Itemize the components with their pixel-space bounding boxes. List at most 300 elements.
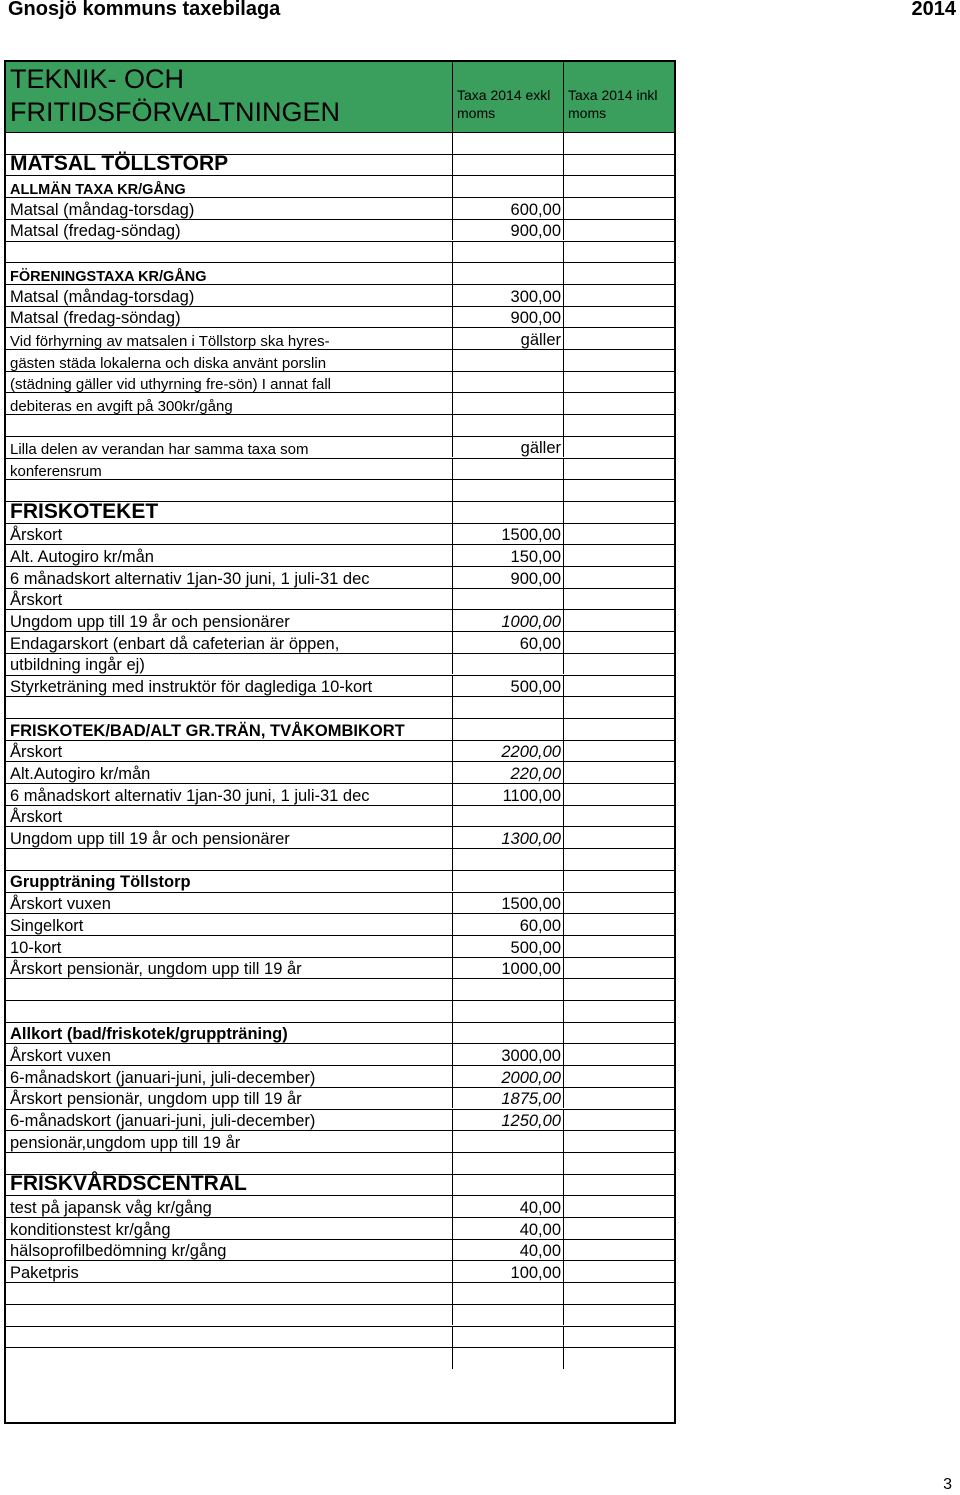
table-row <box>6 132 674 154</box>
item-cell <box>6 1240 452 1261</box>
table-row <box>6 414 674 436</box>
item-cell <box>6 524 452 545</box>
price-excl-vat-cell <box>452 1088 563 1109</box>
price-incl-vat-cell <box>563 1327 674 1348</box>
item-cell <box>6 697 452 718</box>
price-value: 1100,00 <box>502 786 561 805</box>
price-incl-vat-cell <box>563 1348 674 1369</box>
price-incl-vat-cell <box>563 589 674 610</box>
item-cell <box>6 1023 452 1044</box>
price-value: 60,00 <box>519 916 561 935</box>
price-excl-vat-cell <box>452 350 563 371</box>
item-label: Matsal (måndag-torsdag) <box>10 287 195 306</box>
price-excl-vat-cell <box>452 1001 563 1022</box>
item-cell <box>6 176 452 197</box>
table-row <box>6 1000 674 1022</box>
price-incl-vat-cell <box>563 1153 674 1174</box>
price-excl-vat-cell <box>452 719 563 740</box>
item-cell <box>6 914 452 935</box>
item-cell <box>6 328 452 349</box>
item-cell <box>6 437 452 458</box>
table-row <box>6 1087 674 1109</box>
price-incl-vat-cell <box>563 849 674 870</box>
item-label: FRISKOTEKET <box>10 499 159 523</box>
item-label: (städning gäller vid uthyrning fre-sön) I annat fall <box>10 376 332 394</box>
item-cell <box>6 762 452 783</box>
table-row <box>6 1065 674 1087</box>
price-value: 1000,00 <box>501 960 561 979</box>
table-row <box>6 241 674 263</box>
price-value: 600,00 <box>510 200 561 219</box>
item-label: Matsal (fredag-söndag) <box>10 309 181 328</box>
table-row <box>6 848 674 870</box>
item-cell <box>6 415 452 436</box>
price-incl-vat-cell <box>563 610 674 631</box>
price-excl-vat-cell <box>452 1066 563 1087</box>
price-incl-vat-cell <box>563 893 674 914</box>
price-excl-vat-cell <box>452 979 563 1000</box>
price-excl-vat-cell <box>452 936 563 957</box>
price-value: 300,00 <box>510 287 561 306</box>
department-name: TEKNIK- OCH FRITIDSFÖRVALTNINGEN <box>10 64 341 127</box>
item-label: gästen städa lokalerna och diska använt porslin <box>10 354 327 372</box>
item-label: Endagarskort (enbart då cafeterian är öppen, <box>10 634 340 653</box>
price-value: 1500,00 <box>501 526 561 545</box>
price-incl-vat-cell <box>563 676 674 697</box>
table-row <box>6 284 674 306</box>
tariff-table <box>4 60 676 1424</box>
item-label: Årskort vuxen <box>10 895 111 914</box>
price-excl-vat-cell <box>452 806 563 827</box>
item-cell <box>6 827 452 848</box>
price-excl-vat-cell <box>452 198 563 219</box>
table-row <box>6 1304 674 1326</box>
price-incl-vat-cell <box>563 697 674 718</box>
price-excl-vat-cell <box>452 741 563 762</box>
price-incl-vat-cell <box>563 1196 674 1217</box>
price-incl-vat-cell <box>563 1261 674 1282</box>
table-row <box>6 913 674 935</box>
table-row <box>6 1109 674 1131</box>
price-value: 100,00 <box>510 1264 561 1283</box>
price-incl-vat-cell <box>563 307 674 328</box>
table-row <box>6 718 674 740</box>
price-excl-vat-cell <box>452 133 563 154</box>
department-header-cell <box>6 62 453 132</box>
price-incl-vat-cell <box>563 632 674 653</box>
table-row <box>6 219 674 241</box>
item-label: konditionstest kr/gång <box>10 1220 171 1239</box>
table-row <box>6 892 674 914</box>
price-incl-vat-cell <box>563 480 674 501</box>
table-row <box>6 458 674 480</box>
price-excl-vat-cell <box>452 393 563 414</box>
price-value: 1300,00 <box>501 830 561 849</box>
price-incl-vat-cell <box>563 936 674 957</box>
item-label: Singelkort <box>10 916 84 935</box>
price-incl-vat-cell <box>563 459 674 480</box>
price-incl-vat-cell <box>563 871 674 892</box>
table-row <box>6 740 674 762</box>
price-incl-vat-cell <box>563 1044 674 1065</box>
price-excl-vat-cell <box>452 914 563 935</box>
table-row <box>6 935 674 957</box>
item-cell <box>6 676 452 697</box>
price-value: 150,00 <box>510 547 561 566</box>
table-row <box>6 523 674 545</box>
table-row <box>6 544 674 566</box>
price-incl-vat-cell <box>563 437 674 458</box>
price-excl-vat-cell <box>452 676 563 697</box>
item-cell <box>6 1131 452 1152</box>
price-incl-vat-cell <box>563 719 674 740</box>
item-label: Gruppträning Töllstorp <box>10 873 191 892</box>
table-row <box>6 805 674 827</box>
item-cell <box>6 1110 452 1131</box>
price-incl-vat-cell <box>563 545 674 566</box>
price-excl-vat-cell <box>452 893 563 914</box>
item-label: utbildning ingår ej) <box>10 656 145 675</box>
item-label: 6 månadskort alternativ 1jan-30 juni, 1 juli-31 dec <box>10 569 370 588</box>
item-cell <box>6 1283 452 1304</box>
price-excl-vat-cell <box>452 1305 563 1326</box>
item-cell <box>6 220 452 241</box>
price-incl-vat-cell <box>563 1001 674 1022</box>
item-label: Lilla delen av verandan har samma taxa som <box>10 441 309 459</box>
item-cell <box>6 545 452 566</box>
price-incl-vat-cell <box>563 806 674 827</box>
price-excl-vat-cell <box>452 1218 563 1239</box>
item-cell <box>6 958 452 979</box>
table-row <box>6 761 674 783</box>
table-row <box>6 392 674 414</box>
price-value: 220,00 <box>510 764 561 783</box>
price-incl-vat-cell <box>563 567 674 588</box>
price-incl-vat-cell <box>563 741 674 762</box>
price-incl-vat-cell <box>563 285 674 306</box>
price-value: 3000,00 <box>501 1047 561 1066</box>
table-row <box>6 870 674 892</box>
item-label: hälsoprofilbedömning kr/gång <box>10 1242 227 1261</box>
table-row <box>6 631 674 653</box>
item-label: Ungdom upp till 19 år och pensionärer <box>10 830 290 849</box>
price-value: 1250,00 <box>501 1112 561 1131</box>
item-cell <box>6 1172 452 1196</box>
price-excl-vat-cell <box>452 1240 563 1261</box>
price-incl-vat-cell <box>563 1175 674 1196</box>
price-incl-vat-cell <box>563 328 674 349</box>
item-label: Alt.Autogiro kr/mån <box>10 764 151 783</box>
item-cell <box>6 499 452 523</box>
price-value: gäller <box>520 439 561 458</box>
price-value: 1000,00 <box>501 613 561 632</box>
price-incl-vat-cell <box>563 914 674 935</box>
item-label: Matsal (måndag-torsdag) <box>10 200 195 219</box>
item-label: Paketpris <box>10 1264 79 1283</box>
price-incl-vat-cell <box>563 1305 674 1326</box>
price-excl-vat-cell <box>452 589 563 610</box>
page-number: 3 <box>943 1476 952 1493</box>
item-label: konferensrum <box>10 463 102 481</box>
item-label: Allkort (bad/friskotek/gruppträning) <box>10 1025 288 1044</box>
item-label: Årskort <box>10 526 63 545</box>
item-label: Årskort <box>10 808 63 827</box>
price-incl-vat-cell <box>563 155 674 176</box>
item-label: Årskort <box>10 591 63 610</box>
item-cell <box>6 285 452 306</box>
price-incl-vat-cell <box>563 502 674 523</box>
item-cell <box>6 654 452 675</box>
price-incl-vat-cell <box>563 242 674 263</box>
table-row <box>6 566 674 588</box>
price-incl-vat-cell <box>563 958 674 979</box>
price-incl-vat-cell <box>563 198 674 219</box>
item-label: debiteras en avgift på 300kr/gång <box>10 398 233 416</box>
price-excl-vat-cell <box>452 437 563 458</box>
item-cell <box>6 480 452 501</box>
price-value: 900,00 <box>510 569 561 588</box>
item-cell <box>6 806 452 827</box>
price-excl-vat-cell <box>452 176 563 197</box>
document-title: Gnosjö kommuns taxebilaga <box>8 0 281 20</box>
price-excl-vat-cell <box>452 502 563 523</box>
table-header <box>6 62 674 132</box>
item-label: FÖRENINGSTAXA KR/GÅNG <box>10 268 207 285</box>
item-cell <box>6 1044 452 1065</box>
price-excl-vat-cell <box>452 610 563 631</box>
item-cell <box>6 1261 452 1282</box>
item-cell <box>6 1348 452 1369</box>
price-value: 500,00 <box>510 938 561 957</box>
table-row <box>6 1043 674 1065</box>
price-incl-vat-cell <box>563 1110 674 1131</box>
item-label: ALLMÄN TAXA KR/GÅNG <box>10 182 186 199</box>
item-cell <box>6 936 452 957</box>
item-cell <box>6 979 452 1000</box>
item-cell <box>6 1305 452 1326</box>
column-header-incl-vat: Taxa 2014 inkl moms <box>568 87 658 121</box>
price-excl-vat-cell <box>452 567 563 588</box>
item-label: 6 månadskort alternativ 1jan-30 juni, 1 juli-31 dec <box>10 786 370 805</box>
price-incl-vat-cell <box>563 1283 674 1304</box>
price-value: 40,00 <box>519 1198 561 1217</box>
price-excl-vat-cell <box>452 1261 563 1282</box>
item-label: MATSAL TÖLLSTORP <box>10 152 229 176</box>
price-incl-vat-cell <box>563 1088 674 1109</box>
item-label: 6-månadskort (januari-juni, juli-december) <box>10 1068 316 1087</box>
price-excl-vat-cell <box>452 827 563 848</box>
item-cell <box>6 152 452 176</box>
table-row <box>6 1130 674 1152</box>
table-row <box>6 653 674 675</box>
price-value: gäller <box>520 330 561 349</box>
item-cell <box>6 1001 452 1022</box>
price-incl-vat-cell <box>563 372 674 393</box>
price-excl-vat-cell <box>452 263 563 284</box>
item-label: Årskort vuxen <box>10 1047 111 1066</box>
item-label: Årskort pensionär, ungdom upp till 19 år <box>10 960 302 979</box>
price-incl-vat-cell <box>563 1240 674 1261</box>
table-row <box>6 501 674 523</box>
table-row <box>6 1347 674 1369</box>
price-incl-vat-cell <box>563 220 674 241</box>
table-row <box>6 957 674 979</box>
item-label: test på japansk våg kr/gång <box>10 1198 212 1217</box>
price-incl-vat-cell <box>563 784 674 805</box>
table-row <box>6 262 674 284</box>
table-row <box>6 1282 674 1304</box>
price-incl-vat-cell <box>563 1023 674 1044</box>
price-excl-vat-cell <box>452 545 563 566</box>
price-incl-vat-cell <box>563 1131 674 1152</box>
table-row <box>6 154 674 176</box>
table-row <box>6 175 674 197</box>
price-incl-vat-cell <box>563 176 674 197</box>
price-excl-vat-cell <box>452 480 563 501</box>
price-value: 900,00 <box>510 309 561 328</box>
price-incl-vat-cell <box>563 654 674 675</box>
price-excl-vat-cell <box>452 524 563 545</box>
item-cell <box>6 893 452 914</box>
price-excl-vat-cell <box>452 1044 563 1065</box>
item-label: 6-månadskort (januari-juni, juli-december) <box>10 1112 316 1131</box>
item-cell <box>6 1153 452 1174</box>
table-row <box>6 783 674 805</box>
item-label: Årskort <box>10 743 63 762</box>
price-value: 60,00 <box>519 634 561 653</box>
item-cell <box>6 1218 452 1239</box>
item-label: 10-kort <box>10 938 62 957</box>
price-value: 1875,00 <box>501 1090 561 1109</box>
item-label: Ungdom upp till 19 år och pensionärer <box>10 613 290 632</box>
price-incl-vat-cell <box>563 1218 674 1239</box>
table-row <box>6 826 674 848</box>
item-cell <box>6 242 452 263</box>
table-row <box>6 327 674 349</box>
price-excl-vat-cell <box>452 1283 563 1304</box>
item-cell <box>6 393 452 414</box>
table-row <box>6 1217 674 1239</box>
item-label: Årskort pensionär, ungdom upp till 19 år <box>10 1090 302 1109</box>
price-incl-vat-cell <box>563 263 674 284</box>
price-excl-vat-cell <box>452 1131 563 1152</box>
page-header <box>0 0 960 22</box>
table-row <box>6 1260 674 1282</box>
price-value: 2200,00 <box>501 743 561 762</box>
table-row <box>6 197 674 219</box>
item-cell <box>6 372 452 393</box>
item-label: pensionär,ungdom upp till 19 år <box>10 1133 241 1152</box>
item-cell <box>6 784 452 805</box>
table-row <box>6 675 674 697</box>
item-cell <box>6 133 452 154</box>
item-cell <box>6 198 452 219</box>
price-incl-vat-cell <box>563 133 674 154</box>
table-row <box>6 371 674 393</box>
price-incl-vat-cell <box>563 393 674 414</box>
price-value: 900,00 <box>510 222 561 241</box>
item-label: Styrketräning med instruktör för dagledigа 10-kort <box>10 678 373 697</box>
item-cell <box>6 741 452 762</box>
item-cell <box>6 1196 452 1217</box>
price-excl-vat-cell <box>452 328 563 349</box>
price-incl-vat-cell <box>563 762 674 783</box>
table-row <box>6 349 674 371</box>
item-cell <box>6 307 452 328</box>
item-cell <box>6 1088 452 1109</box>
item-cell <box>6 350 452 371</box>
price-excl-vat-cell <box>452 1175 563 1196</box>
item-label: FRISKOTEK/BAD/ALT GR.TRÄN, TVÅKOMBIKORT <box>10 721 405 740</box>
price-excl-vat-cell <box>452 697 563 718</box>
table-row <box>6 1239 674 1261</box>
price-excl-vat-cell <box>452 285 563 306</box>
price-excl-vat-cell <box>452 654 563 675</box>
item-cell <box>6 719 452 740</box>
table-row <box>6 696 674 718</box>
price-excl-vat-cell <box>452 220 563 241</box>
price-incl-vat-cell <box>563 979 674 1000</box>
table-row <box>6 1326 674 1348</box>
price-excl-vat-cell <box>452 871 563 892</box>
price-value: 40,00 <box>519 1220 561 1239</box>
item-cell <box>6 871 452 892</box>
price-value: 500,00 <box>510 678 561 697</box>
item-label: FRISKVÅRDSCENTRAL <box>10 1172 247 1196</box>
item-label: Vid förhyrning av matsalen i Töllstorp ska hyres- <box>10 332 330 350</box>
price-excl-vat-cell <box>452 1348 563 1369</box>
item-cell <box>6 263 452 284</box>
price-incl-vat-cell <box>563 524 674 545</box>
table-row <box>6 1022 674 1044</box>
table-row <box>6 436 674 458</box>
column-header-excl-vat: Taxa 2014 exkl moms <box>453 62 564 132</box>
price-excl-vat-cell <box>452 1153 563 1174</box>
price-value: 1500,00 <box>501 895 561 914</box>
price-excl-vat-cell <box>452 1327 563 1348</box>
price-excl-vat-cell <box>452 242 563 263</box>
table-row <box>6 479 674 501</box>
price-excl-vat-cell <box>452 1196 563 1217</box>
table-row <box>6 588 674 610</box>
price-excl-vat-cell <box>452 632 563 653</box>
price-value: 40,00 <box>519 1242 561 1261</box>
price-excl-vat-cell <box>452 762 563 783</box>
item-cell <box>6 610 452 631</box>
item-label: Alt. Autogiro kr/mån <box>10 547 154 566</box>
price-excl-vat-cell <box>452 372 563 393</box>
price-value: 2000,00 <box>501 1068 561 1087</box>
price-excl-vat-cell <box>452 307 563 328</box>
document-year: 2014 <box>911 0 956 20</box>
price-excl-vat-cell <box>452 849 563 870</box>
price-incl-vat-cell <box>563 827 674 848</box>
item-cell <box>6 567 452 588</box>
item-cell <box>6 1066 452 1087</box>
table-row <box>6 1174 674 1196</box>
item-cell <box>6 459 452 480</box>
table-row <box>6 306 674 328</box>
item-cell <box>6 849 452 870</box>
price-excl-vat-cell <box>452 1110 563 1131</box>
table-row <box>6 978 674 1000</box>
price-excl-vat-cell <box>452 958 563 979</box>
price-excl-vat-cell <box>452 155 563 176</box>
item-cell <box>6 589 452 610</box>
price-excl-vat-cell <box>452 459 563 480</box>
item-cell <box>6 632 452 653</box>
table-row <box>6 609 674 631</box>
